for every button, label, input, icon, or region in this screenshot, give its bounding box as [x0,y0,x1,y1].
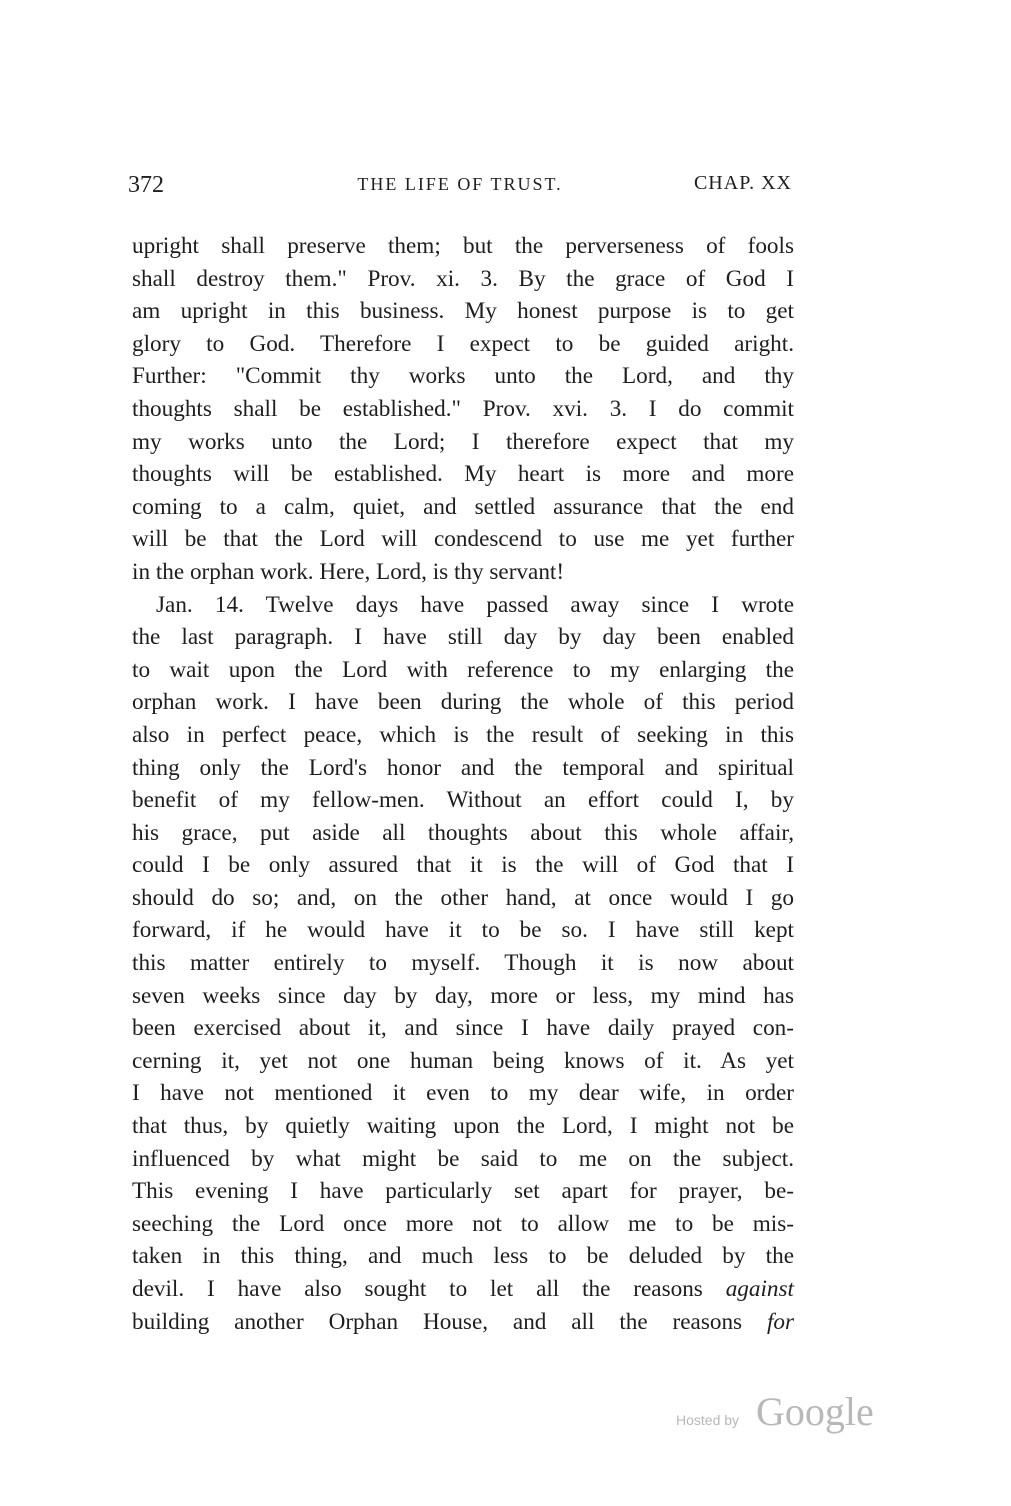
text-line [132,1306,794,1339]
text-line: seeching the Lord once more not to allow me to be mis- [132,1210,794,1237]
text-line [132,1273,794,1306]
text-line: cerning it, yet not one human being knows of it. As yet [132,1047,794,1074]
text-line: forward, if he would have it to be so. I have still kept [132,917,794,944]
text-line: coming to a calm, quiet, and settled assurance that the end [132,493,794,520]
text-line: also in perfect peace, which is the result of seeking in this [132,721,794,748]
hosted-by-google-watermark [676,1388,886,1440]
hosted-by-label: Hosted by [676,1412,740,1428]
text-line: upright shall preserve them; but the perverseness of fools [132,233,794,259]
text-line: thoughts shall be established." Prov. xvi. 3. I do commit [132,395,794,422]
text-line: in the orphan work. Here, Lord, is thy servant! [132,558,565,585]
page-number: 372 [128,172,164,198]
google-logo: Google [756,1389,874,1434]
text-line: should do so; and, on the other hand, at once would I go [132,884,794,911]
text-line: to wait upon the Lord with reference to my enlarging the [132,656,794,683]
text-line: am upright in this business. My honest purpose is to get [132,298,794,325]
text-line: thoughts will be established. My heart is more and more [132,461,794,488]
text-line: will be that the Lord will condescend to use me yet further [132,526,794,553]
running-header [128,172,792,206]
text-line: seven weeks since day by day, more or less, my mind has [132,982,794,1009]
text-line: influenced by what might be said to me on the subject. [132,1145,794,1172]
text-line: that thus, by quietly waiting upon the Lord, I might not be [132,1113,794,1140]
text-line: thing only the Lord's honor and the temporal and spiritual [132,754,794,781]
text-line: taken in this thing, and much less to be deluded by the [132,1243,794,1270]
text-line: I have not mentioned it even to my dear wife, in order [132,1080,794,1107]
italic-word: against [725,1276,794,1302]
text-line: been exercised about it, and since I have daily prayed con- [132,1015,794,1042]
text-line: orphan work. I have been during the whole of this period [132,689,794,716]
text-line: benefit of my fellow-men. Without an effort could I, by [132,787,794,814]
text-line: Jan. 14. Twelve days have passed away since I wrote [156,591,794,618]
text-line: This evening I have particularly set apart for prayer, be- [132,1178,794,1205]
text-line: shall destroy them." Prov. xi. 3. By the grace of God I [132,265,794,292]
chapter-label: CHAP. XX [693,172,792,194]
text-line: could I be only assured that it is the will of God that I [132,852,794,879]
text-line: this matter entirely to myself. Though it is now about [132,950,794,977]
text-line: his grace, put aside all thoughts about this whole affair, [132,819,794,846]
running-title: THE LIFE OF TRUST. [357,174,563,194]
text-line: my works unto the Lord; I therefore expect that my [132,428,794,455]
body-text [132,230,794,1338]
text-segment: devil. I have also sought to let all the reasons [132,1276,726,1302]
italic-word: for [766,1308,794,1335]
text-line: Further: "Commit thy works unto the Lord, and thy [132,363,794,390]
text-line: glory to God. Therefore I expect to be guided aright. [132,330,794,357]
text-segment: building another Orphan House, and all the reasons [132,1308,767,1335]
text-line: the last paragraph. I have still day by day been enabled [132,624,794,651]
